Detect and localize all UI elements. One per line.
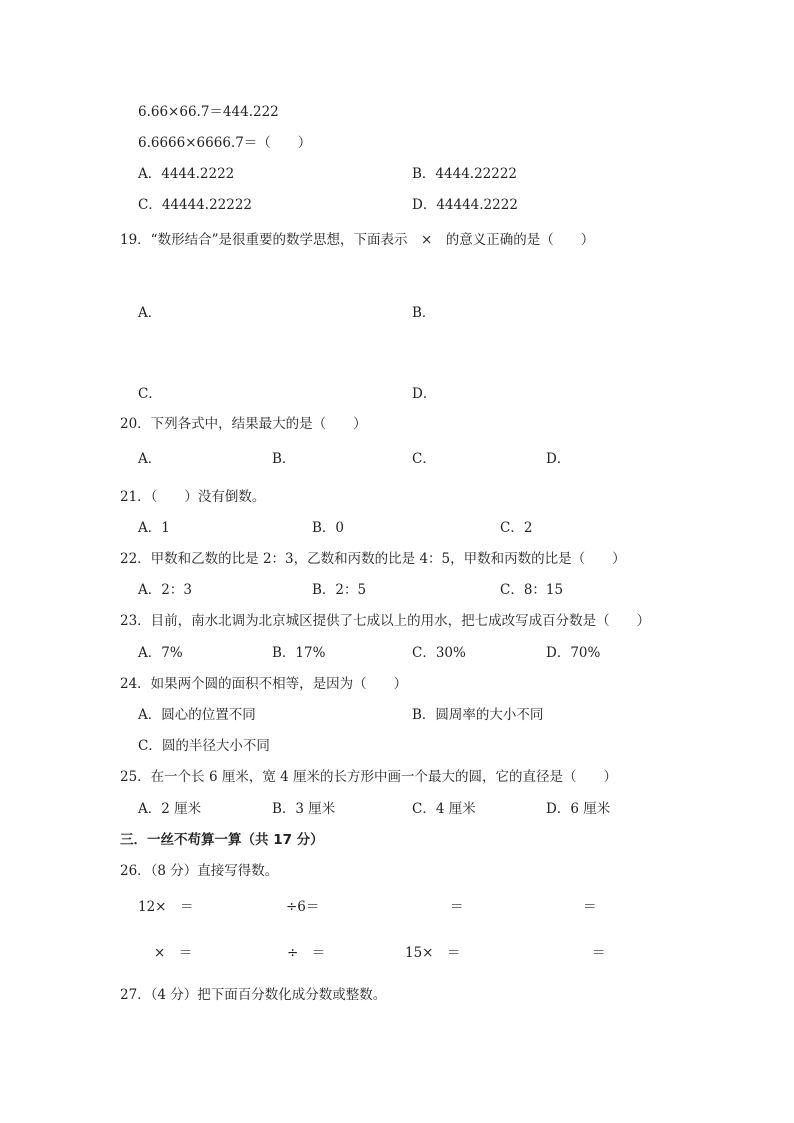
q19-option-c[interactable]: C． [138, 386, 162, 402]
q26-row2-item4: ＝ [592, 945, 606, 961]
q23-option-b[interactable]: B．17% [272, 645, 326, 661]
q26-row1-item4: ＝ [583, 899, 597, 915]
q24-option-c[interactable]: C．圆的半径大小不同 [138, 738, 270, 754]
q19-option-b[interactable]: B． [412, 305, 436, 321]
q25-option-d[interactable]: D．6 厘米 [546, 801, 611, 817]
q23-stem: 23．目前，南水北调为北京城区提供了七成以上的用水，把七成改写成百分数是（ ） [120, 613, 651, 629]
q21-option-b[interactable]: B．0 [312, 520, 345, 536]
q25-stem: 25．在一个长 6 厘米，宽 4 厘米的长方形中画一个最大的圆，它的直径是（ ） [120, 769, 618, 785]
q23-option-a[interactable]: A．7% [138, 645, 183, 661]
q25-option-c[interactable]: C．4 厘米 [412, 801, 476, 817]
q18-option-b[interactable]: B．4444.22222 [412, 166, 518, 182]
q21-option-c[interactable]: C．2 [500, 520, 533, 536]
q20-stem: 20．下列各式中，结果最大的是（ ） [120, 416, 367, 432]
q20-option-c[interactable]: C． [412, 451, 436, 467]
section-3-heading: 三．一丝不苟算一算（共 17 分） [120, 832, 324, 848]
q26-row1-item2: ÷6＝ [286, 899, 320, 915]
q18-line2: 6.6666×6666.7＝（ ） [138, 135, 312, 151]
q24-option-a[interactable]: A．圆心的位置不同 [138, 707, 256, 723]
q20-option-a[interactable]: A． [138, 451, 162, 467]
q27-stem: 27．（4 分）把下面百分数化成分数或整数。 [120, 987, 387, 1003]
q20-option-d[interactable]: D． [546, 451, 571, 467]
q18-option-a[interactable]: A．4444.2222 [138, 166, 235, 182]
q18-line1: 6.66×66.7＝444.222 [138, 104, 279, 120]
q25-option-a[interactable]: A．2 厘米 [138, 801, 202, 817]
q24-stem: 24．如果两个圆的面积不相等，是因为（ ） [120, 676, 408, 692]
q26-row2-item3: 15× ＝ [405, 945, 461, 961]
q21-option-a[interactable]: A．1 [138, 520, 170, 536]
q22-option-b[interactable]: B．2：5 [312, 582, 367, 598]
q26-row1-item3: ＝ [450, 899, 464, 915]
q21-stem: 21．（ ）没有倒数。 [120, 489, 266, 505]
q26-row2-item2: ÷ ＝ [287, 945, 326, 961]
q25-option-b[interactable]: B．3 厘米 [272, 801, 336, 817]
q22-option-c[interactable]: C．8：15 [500, 582, 564, 598]
q24-option-b[interactable]: B．圆周率的大小不同 [412, 707, 544, 723]
q26-row2-item1: × ＝ [154, 945, 193, 961]
q18-option-c[interactable]: C．44444.22222 [138, 197, 253, 213]
q22-option-a[interactable]: A．2：3 [138, 582, 192, 598]
q19-option-a[interactable]: A． [138, 305, 162, 321]
q23-option-c[interactable]: C．30% [412, 645, 466, 661]
q19-stem: 19．“数形结合”是很重要的数学思想，下面表示 × 的意义正确的是（ ） [120, 232, 595, 248]
q22-stem: 22．甲数和乙数的比是 2：3，乙数和丙数的比是 4：5，甲数和丙数的比是（ ） [120, 551, 626, 567]
q20-option-b[interactable]: B． [272, 451, 296, 467]
q18-option-d[interactable]: D．44444.2222 [412, 197, 518, 213]
q19-option-d[interactable]: D． [412, 386, 437, 402]
q23-option-d[interactable]: D．70% [546, 645, 601, 661]
q26-stem: 26．（8 分）直接写得数。 [120, 863, 279, 879]
q26-row1-item1: 12× ＝ [138, 899, 194, 915]
